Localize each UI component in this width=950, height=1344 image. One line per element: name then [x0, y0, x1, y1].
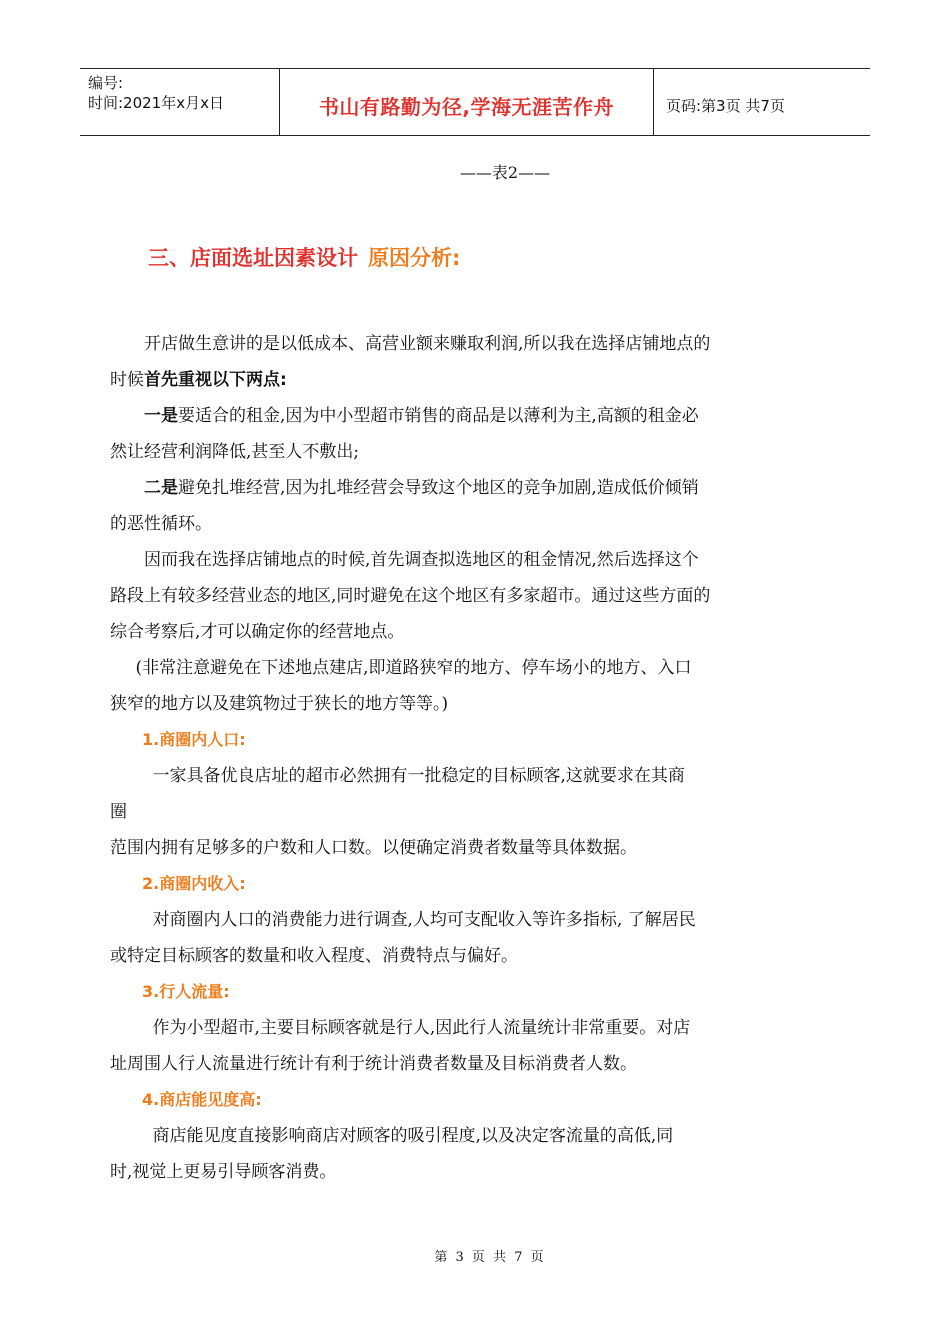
header-motto-cell — [280, 69, 654, 135]
intro-bold: 首先重视以下两点: — [144, 370, 287, 390]
body-content — [110, 326, 810, 1190]
paragraph-point1 — [110, 398, 810, 434]
point2-text: 避免扎堆经营,因为扎堆经营会导致这个地区的竞争加剧,造成低价倾销 — [178, 478, 699, 498]
paragraph-point1-cont: 然让经营利润降低,甚至人不敷出; — [110, 442, 360, 462]
point1-label: 一是 — [144, 406, 178, 426]
item-population-line3: 范围内拥有足够多的户数和人口数。以便确定消费者数量等具体数据。 — [110, 838, 637, 858]
motto-text: 书山有路勤为径,学海无涯苦作舟 — [318, 94, 615, 119]
item-visibility-line2: 时,视觉上更易引导顾客消费。 — [110, 1162, 337, 1182]
item-heading-population: 1.商圈内人口: — [142, 730, 246, 749]
paragraph-thus-line3: 综合考察后,才可以确定你的经营地点。 — [110, 622, 405, 642]
point1-text: 要适合的租金,因为中小型超市销售的商品是以薄利为主,高额的租金必 — [178, 406, 699, 426]
header-meta-cell — [80, 69, 280, 135]
item-population-line2: 圈 — [110, 802, 127, 822]
table-label: ——表2—— — [459, 163, 551, 182]
page-footer: 第 3 页 共 7 页 — [434, 1250, 546, 1265]
header-table — [80, 68, 870, 136]
item-traffic-line1: 作为小型超市,主要目标顾客就是行人,因此行人流量统计非常重要。对店 — [152, 1018, 691, 1038]
paragraph-thus-line2: 路段上有较多经营业态的地区,同时避免在这个地区有多家超市。通过这些方面的 — [110, 586, 711, 606]
intro-prefix: 时候 — [110, 370, 144, 390]
item-heading-visibility: 4.商店能见度高: — [142, 1090, 262, 1109]
section-title-main: 三、店面选址因素设计 — [148, 246, 358, 270]
page-info: 页码:第3页 共7页 — [666, 96, 785, 115]
time-label: 时间:2021年x月x日 — [88, 94, 224, 112]
item-heading-traffic: 3.行人流量: — [142, 982, 230, 1001]
paragraph-point2-cont: 的恶性循环。 — [110, 514, 212, 534]
item-income-line2: 或特定目标顾客的数量和收入程度、消费特点与偏好。 — [110, 946, 518, 966]
section-title — [148, 242, 460, 272]
paragraph-note-line2: 狭窄的地方以及建筑物过于狭长的地方等等。) — [110, 694, 449, 714]
item-income-line1: 对商圈内人口的消费能力进行调查,人均可支配收入等许多指标, 了解居民 — [152, 910, 696, 930]
item-traffic-line2: 址周围人行人流量进行统计有利于统计消费者数量及目标消费者人数。 — [110, 1054, 637, 1074]
item-population-line1: 一家具备优良店址的超市必然拥有一批稳定的目标顾客,这就要求在其商 — [152, 766, 685, 786]
number-label: 编号: — [88, 74, 124, 92]
paragraph-thus-line1: 因而我在选择店铺地点的时候,首先调查拟选地区的租金情况,然后选择这个 — [144, 550, 699, 570]
item-heading-income: 2.商圈内收入: — [142, 874, 246, 893]
paragraph-point2 — [110, 470, 810, 506]
item-visibility-line1: 商店能见度直接影响商店对顾客的吸引程度,以及决定客流量的高低,同 — [152, 1126, 674, 1146]
paragraph-intro-line2 — [110, 362, 810, 398]
paragraph-intro-line1: 开店做生意讲的是以低成本、高营业额来赚取利润,所以我在选择店铺地点的 — [144, 334, 711, 354]
point2-label: 二是 — [144, 478, 178, 498]
section-title-sub: 原因分析: — [368, 246, 461, 270]
header-page-cell — [654, 69, 870, 135]
paragraph-note-line1: (非常注意避免在下述地点建店,即道路狭窄的地方、停车场小的地方、入口 — [135, 658, 692, 678]
